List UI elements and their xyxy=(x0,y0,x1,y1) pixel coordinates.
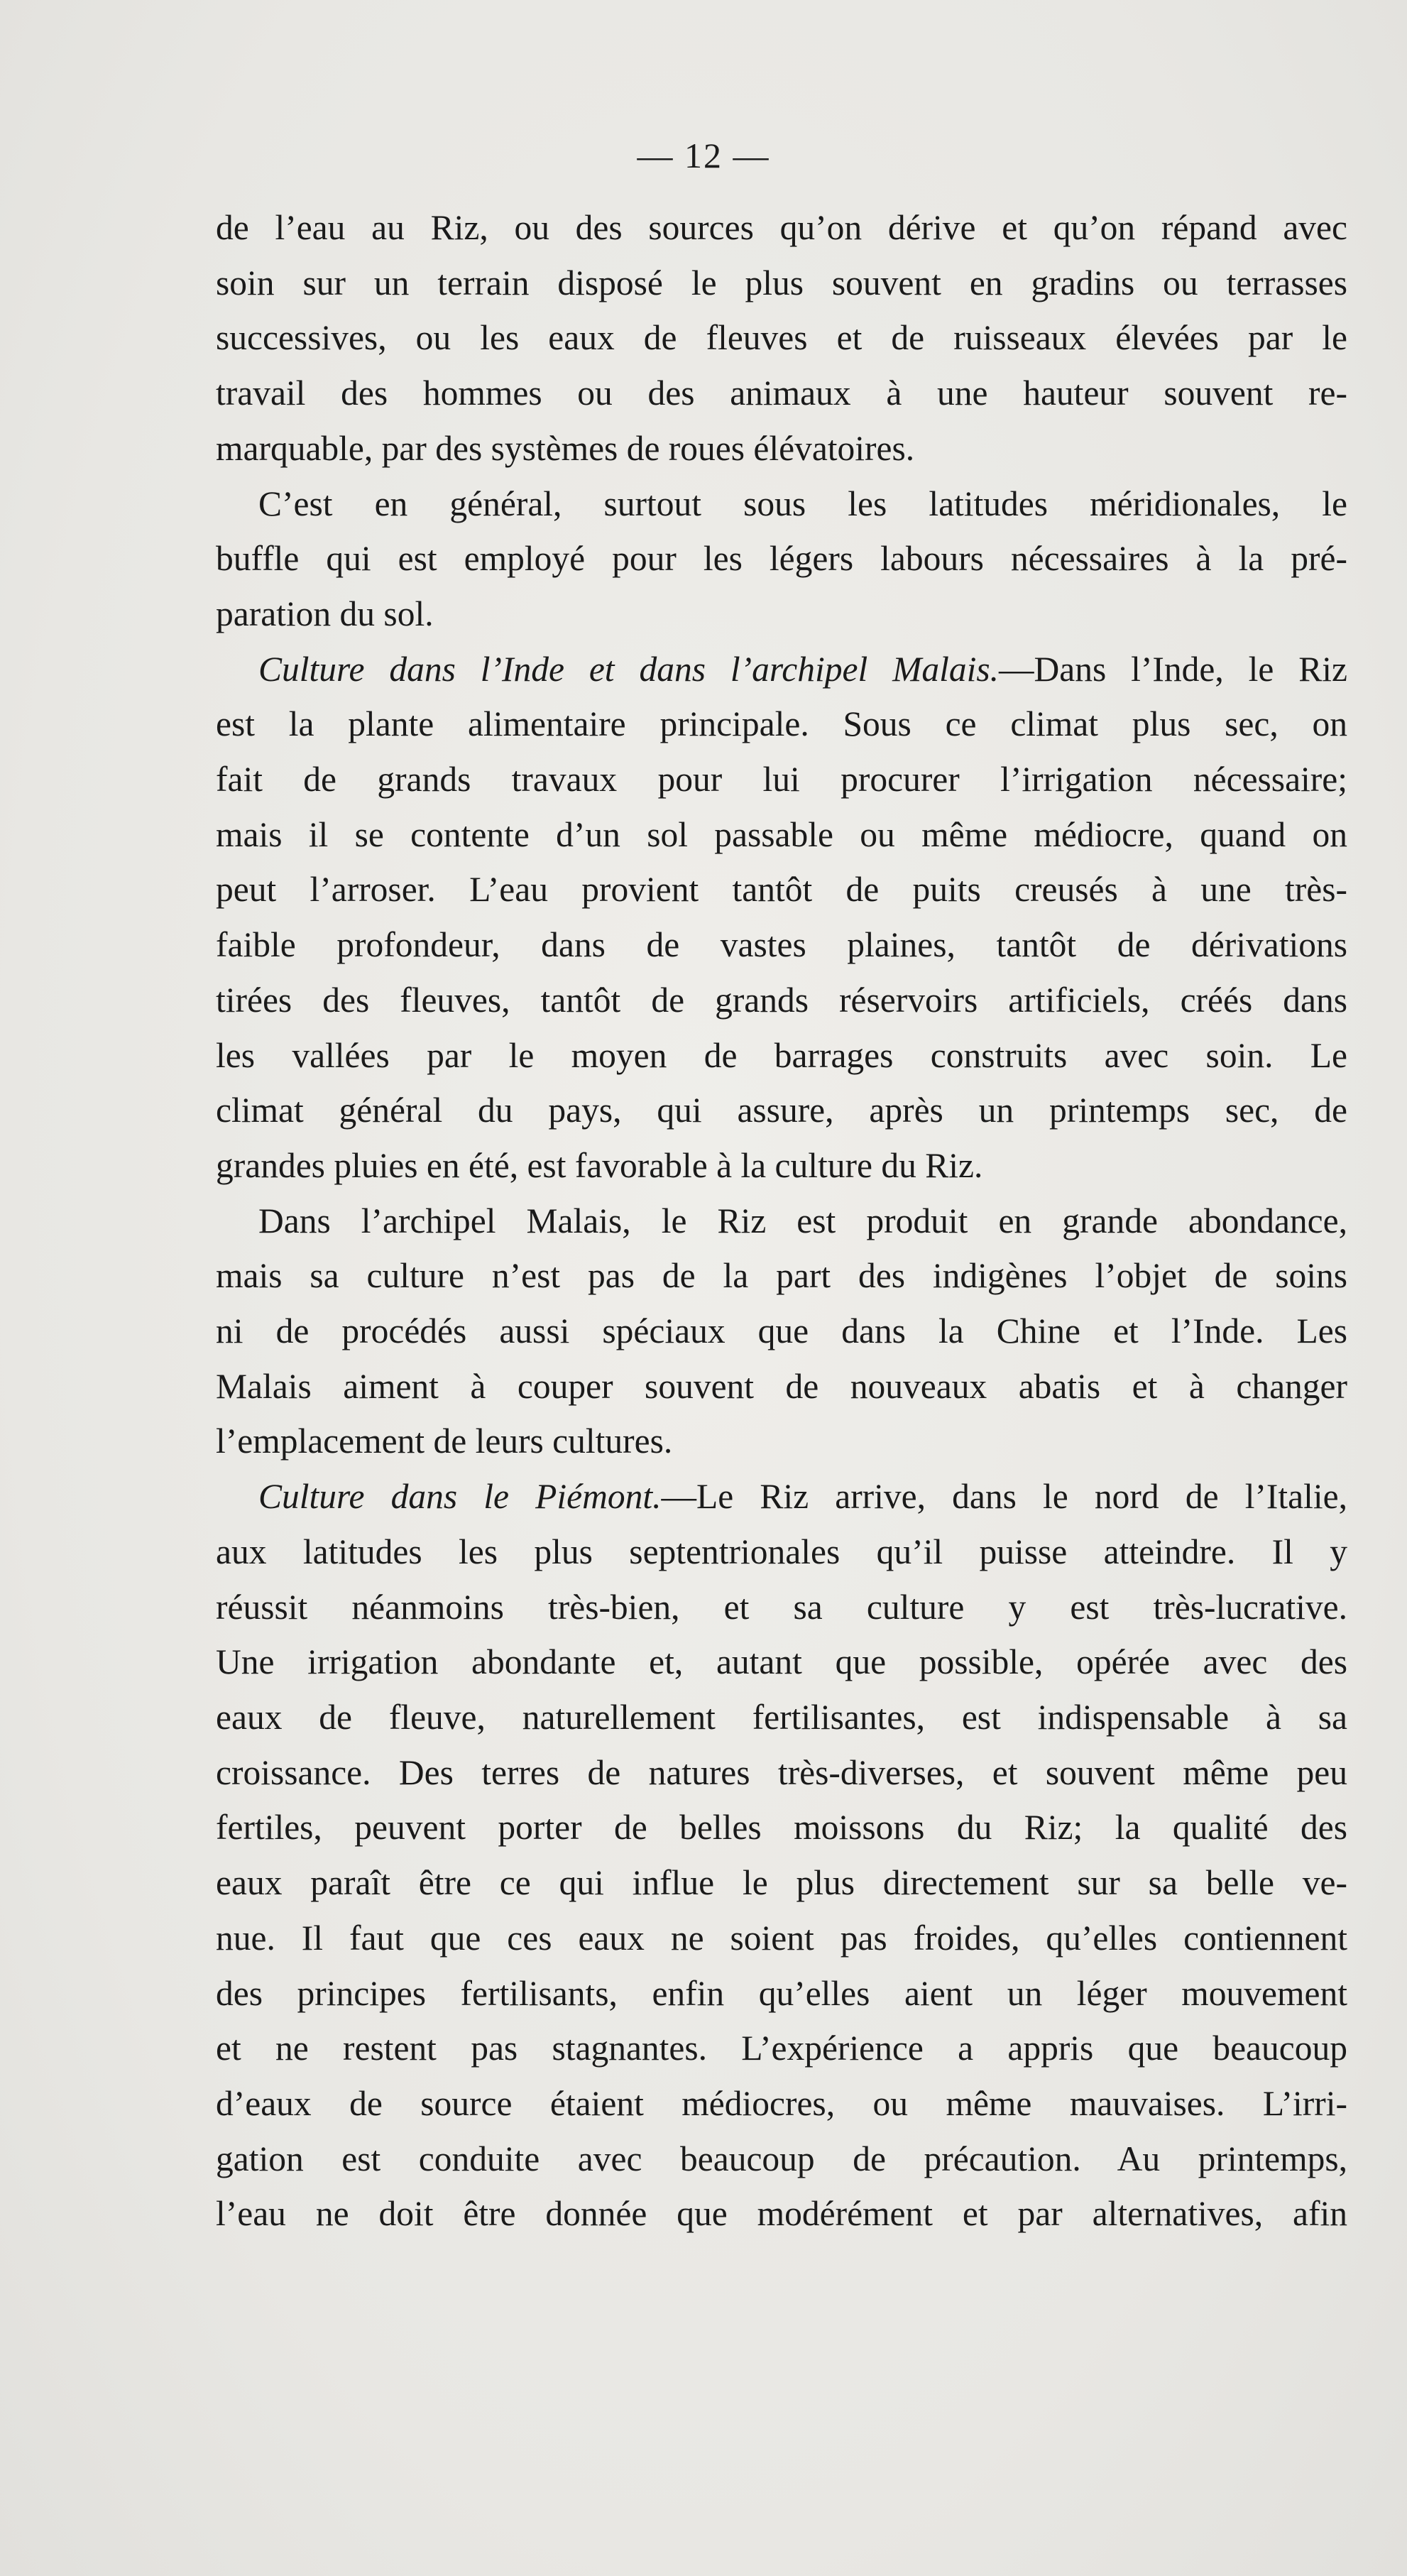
paragraph-piedmont-culture xyxy=(216,1469,1347,2242)
text-line: travail des hommes ou des animaux à une hauteur souvent re- xyxy=(216,373,1347,413)
text-line: Dans l’archipel Malais, le Riz est produit en grande abondance, xyxy=(258,1201,1347,1240)
heading-continuation: —Dans l’Inde, le Riz xyxy=(999,649,1347,689)
page-number: — 12 — xyxy=(637,136,770,175)
text-line: l’emplacement de leurs cultures. xyxy=(216,1421,673,1461)
text-line: mais sa culture n’est pas de la part des indigènes l’objet de soins xyxy=(216,1256,1347,1296)
text-line: l’eau ne doit être donnée que modérément et par alternatives, afin xyxy=(216,2194,1347,2234)
text-line: grandes pluies en été, est favorable à la culture du Riz. xyxy=(216,1145,983,1185)
text-line: buffle qui est employé pour les légers labours nécessaires à la pré- xyxy=(216,539,1347,579)
text-line: faible profondeur, dans de vastes plaines, tantôt de dérivations xyxy=(216,925,1347,965)
heading-continuation: —Le Riz arrive, dans le nord de l’Italie, xyxy=(661,1477,1347,1517)
text-line: climat général du pays, qui assure, après un printemps sec, de xyxy=(216,1091,1347,1130)
paragraph-buffalo xyxy=(216,476,1347,642)
text-line: de l’eau au Riz, ou des sources qu’on dérive et qu’on répand avec xyxy=(216,208,1347,247)
section-heading-india: Culture dans l’Inde et dans l’archipel Malais. xyxy=(258,649,1000,689)
text-line: fertiles, peuvent porter de belles moissons du Riz; la qualité des xyxy=(216,1808,1347,1848)
text-line: eaux paraît être ce qui influe le plus directement sur sa belle ve- xyxy=(216,1863,1347,1903)
text-line: successives, ou les eaux de fleuves et de ruisseaux élevées par le xyxy=(216,318,1347,358)
text-line: C’est en général, surtout sous les latitudes méridionales, le xyxy=(258,484,1347,523)
text-line: croissance. Des terres de natures très-diverses, et souvent même peu xyxy=(216,1752,1347,1792)
body-text xyxy=(216,200,1347,2242)
text-line: eaux de fleuve, naturellement fertilisantes, est indispensable à sa xyxy=(216,1697,1347,1737)
text-line: paration du sol. xyxy=(216,594,434,633)
text-line: mais il se contente d’un sol passable ou même médiocre, quand on xyxy=(216,814,1347,854)
text-line: est la plante alimentaire principale. Sous ce climat plus sec, on xyxy=(216,704,1347,744)
text-line: et ne restent pas stagnantes. L’expérience a appris que beaucoup xyxy=(216,2029,1347,2068)
text-line: des principes fertilisants, enfin qu’elles aient un léger mouvement xyxy=(216,1973,1347,2013)
paragraph-irrigation-sources xyxy=(216,200,1347,476)
paragraph-india-culture xyxy=(216,642,1347,1194)
text-line: peut l’arroser. L’eau provient tantôt de puits creusés à une très- xyxy=(216,870,1347,910)
text-line: nue. Il faut que ces eaux ne soient pas froides, qu’elles contiennent xyxy=(216,1918,1347,1958)
text-line: réussit néanmoins très-bien, et sa culture y est très-lucrative. xyxy=(216,1587,1347,1627)
text-line: fait de grands travaux pour lui procurer l’irrigation nécessaire; xyxy=(216,760,1347,799)
text-line: les vallées par le moyen de barrages construits avec soin. Le xyxy=(216,1035,1347,1075)
text-line: d’eaux de source étaient médiocres, ou même mauvaises. L’irri- xyxy=(216,2083,1347,2123)
text-line: marquable, par des systèmes de roues élévatoires. xyxy=(216,428,915,468)
text-line: Une irrigation abondante et, autant que possible, opérée avec des xyxy=(216,1642,1347,1682)
text-line: soin sur un terrain disposé le plus souvent en gradins ou terrasses xyxy=(216,263,1347,302)
text-line: Malais aiment à couper souvent de nouveaux abatis et à changer xyxy=(216,1366,1347,1406)
text-line xyxy=(216,1469,1347,1524)
paragraph-malay-archipelago xyxy=(216,1194,1347,1470)
text-line: ni de procédés aussi spéciaux que dans la Chine et l’Inde. Les xyxy=(216,1311,1347,1351)
text-line: aux latitudes les plus septentrionales qu’il puisse atteindre. Il y xyxy=(216,1532,1347,1571)
text-line xyxy=(216,642,1347,697)
text-line: gation est conduite avec beaucoup de précaution. Au printemps, xyxy=(216,2139,1347,2178)
section-heading-piedmont: Culture dans le Piémont. xyxy=(258,1477,662,1517)
text-line: tirées des fleuves, tantôt de grands réservoirs artificiels, créés dans xyxy=(216,980,1347,1020)
